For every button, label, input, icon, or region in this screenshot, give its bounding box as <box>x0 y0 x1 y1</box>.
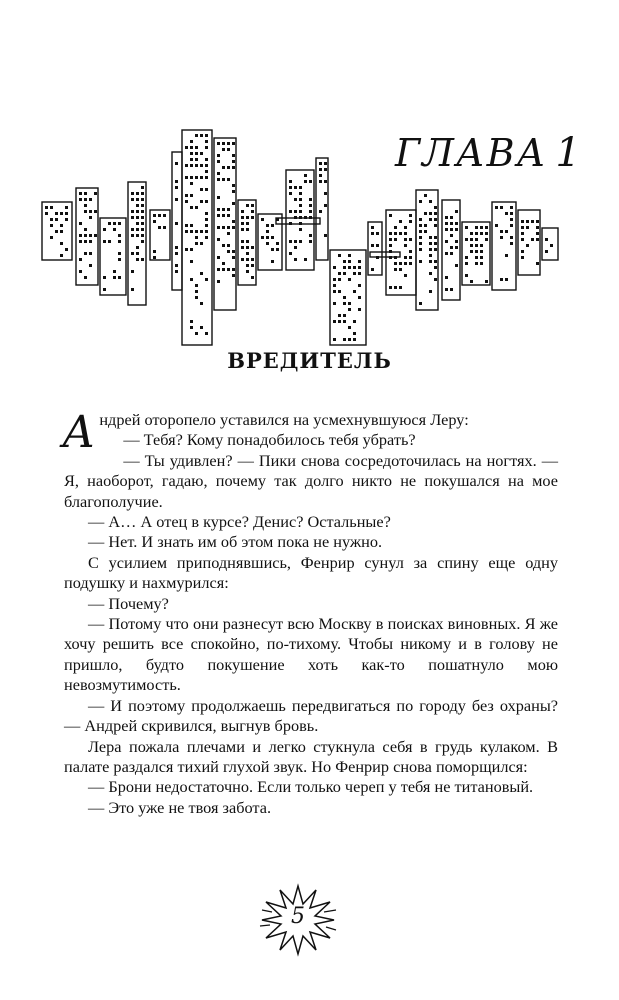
chapter-title <box>395 130 583 176</box>
paragraph: — Брони недостаточно. Если только череп у тебя не титановый. <box>88 777 534 797</box>
building <box>492 202 516 290</box>
paragraph: С усилием приподнявшись, Фенрир сунул за спину еще одну подушку и нахмурился: <box>64 552 558 593</box>
building <box>214 138 236 310</box>
page-number-badge <box>258 880 338 960</box>
building <box>368 222 382 275</box>
chapter-label: ГЛАВА <box>395 131 548 175</box>
chapter-number: 1 <box>555 130 583 176</box>
building <box>316 158 328 260</box>
building <box>518 210 540 275</box>
paragraph: — Ты удивлен? — Пики снова сосредоточилась на ногтях. — Я, наоборот, гадаю, почему так долго никто не покушался на мое благополучие. <box>64 450 558 511</box>
building <box>172 152 182 290</box>
paragraph: Андрей оторопело уставился на усмехнувшуюся Леру: <box>62 407 469 458</box>
paragraph: — Тебя? Кому понадобилось тебя убрать? <box>123 430 416 450</box>
page-number: 5 <box>291 904 305 929</box>
paragraph: — Это уже не твоя забота. <box>88 797 272 817</box>
paragraph: Лера пожала плечами и легко стукнула себя в грудь кулаком. В палате раздался тихий глухой звук. Но Фенрир снова поморщился: <box>64 736 558 776</box>
paragraph: — А… А отец в курсе? Денис? Остальные? <box>88 512 391 532</box>
paragraph: — Нет. И знать им об этом пока не нужно. <box>88 532 383 552</box>
paragraph: — Потому что они разнесут всю Москву в поисках виновных. Я же хочу решить все спокойно, по-тихому. Чтобы никому и в голову не пришло, будто покушение хоть как-то пошатнуло мою невозмутимость. <box>64 614 558 695</box>
paragraph: — И поэтому продолжаешь передвигаться по городу без охраны? — Андрей скривился, выгнув бровь. <box>64 695 558 736</box>
drop-cap: А <box>62 407 96 458</box>
building <box>442 200 460 300</box>
paragraph: — Почему? <box>88 593 169 613</box>
chapter-heading: ВРЕДИТЕЛЬ <box>227 348 392 373</box>
body-text <box>62 407 558 818</box>
